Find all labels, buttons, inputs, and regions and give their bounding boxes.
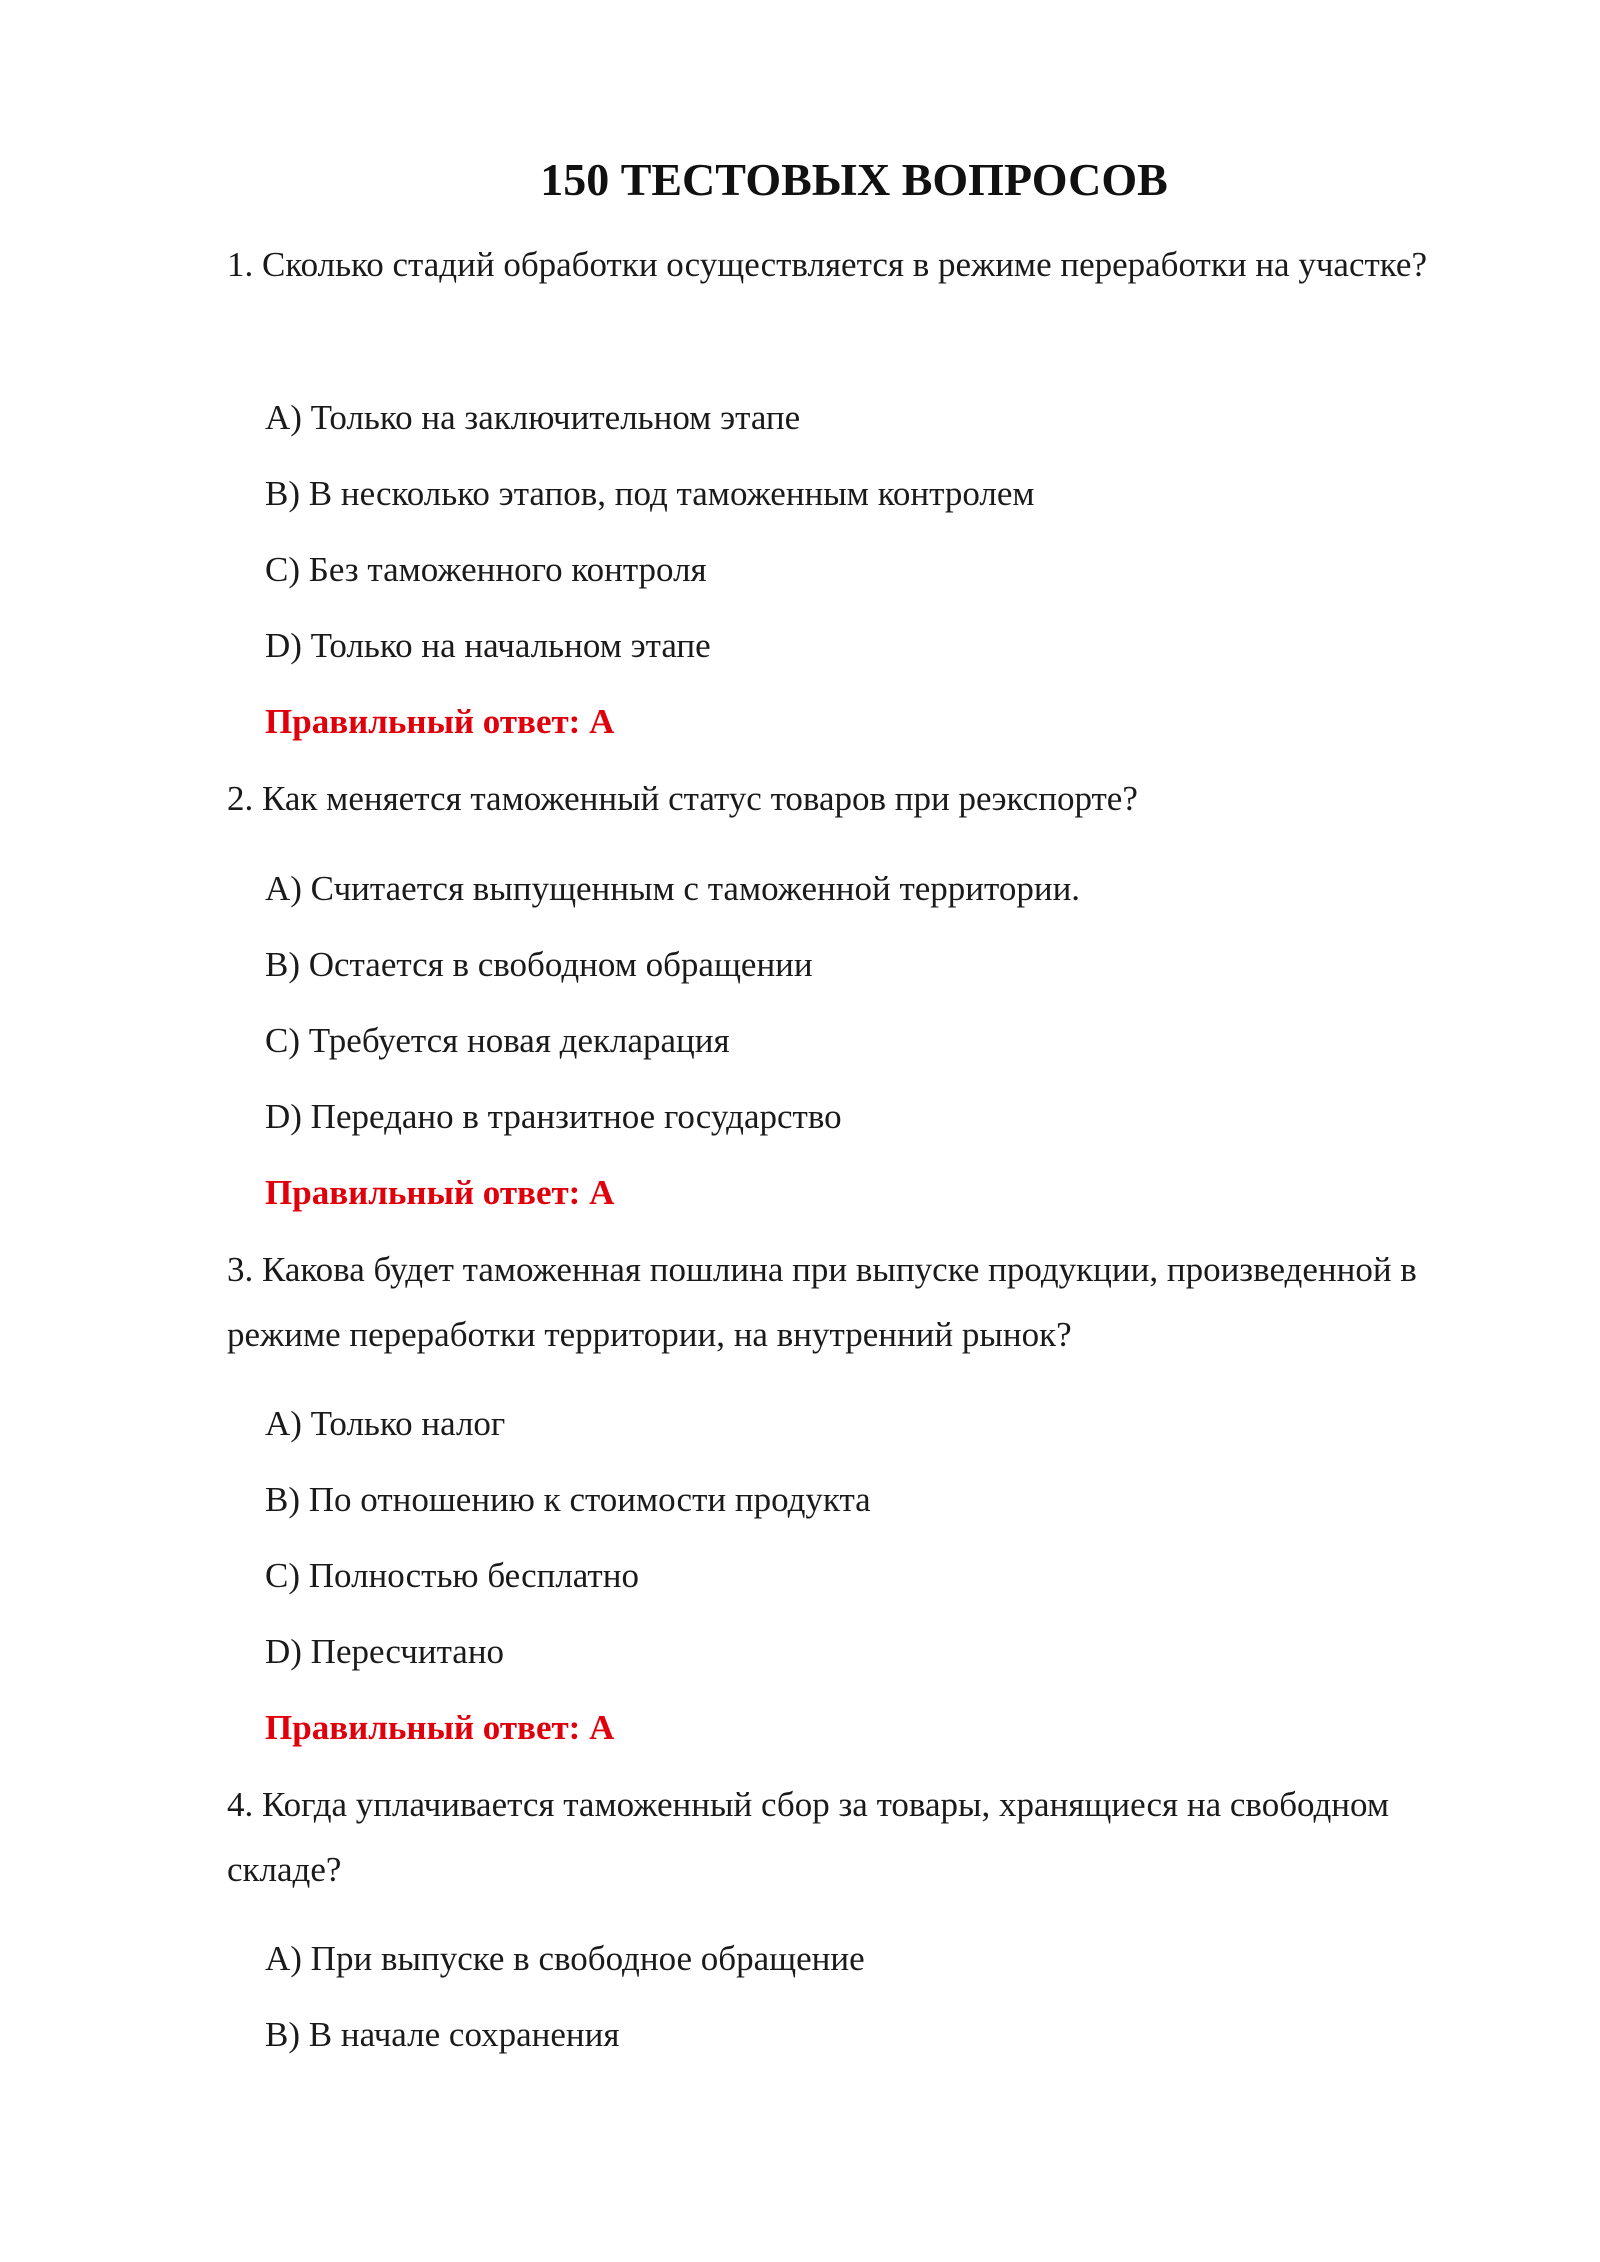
- answer-option: A) При выпуске в свободное обращение: [265, 1939, 865, 1978]
- question-text: 3. Какова будет таможенная пошлина при выпуске продукции, произведенной в режиме переработки территории, на внутренний рынок?: [227, 1250, 1417, 1354]
- answer-option: C) Полностью бесплатно: [265, 1556, 639, 1595]
- answer-option: B) Остается в свободном обращении: [265, 945, 813, 984]
- correct-answer: Правильный ответ: A: [265, 1173, 615, 1212]
- question-text: 4. Когда уплачивается таможенный сбор за товары, хранящиеся на свободном складе?: [227, 1785, 1390, 1889]
- answer-option: D) Только на начальном этапе: [265, 626, 711, 665]
- answer-option: A) Только налог: [265, 1404, 506, 1443]
- answer-option: A) Считается выпущенным с таможенной территории.: [265, 869, 1081, 908]
- answer-option: D) Передано в транзитное государство: [265, 1097, 842, 1136]
- answer-option: A) Только на заключительном этапе: [265, 398, 801, 437]
- question-text: 2. Как меняется таможенный статус товаров при реэкспорте?: [227, 779, 1138, 818]
- document-title: 150 ТЕСТОВЫХ ВОПРОСОВ: [540, 154, 1168, 205]
- answer-option: D) Пересчитано: [265, 1632, 505, 1671]
- correct-answer: Правильный ответ: A: [265, 1708, 615, 1747]
- answer-option: C) Требуется новая декларация: [265, 1021, 730, 1060]
- answer-option: C) Без таможенного контроля: [265, 550, 707, 589]
- question-text: 1. Сколько стадий обработки осуществляется в режиме переработки на участке?: [227, 245, 1427, 284]
- answer-option: B) В начале сохранения: [265, 2015, 620, 2054]
- answer-option: B) По отношению к стоимости продукта: [265, 1480, 871, 1519]
- answer-option: B) В несколько этапов, под таможенным контролем: [265, 474, 1035, 513]
- correct-answer: Правильный ответ: A: [265, 702, 615, 741]
